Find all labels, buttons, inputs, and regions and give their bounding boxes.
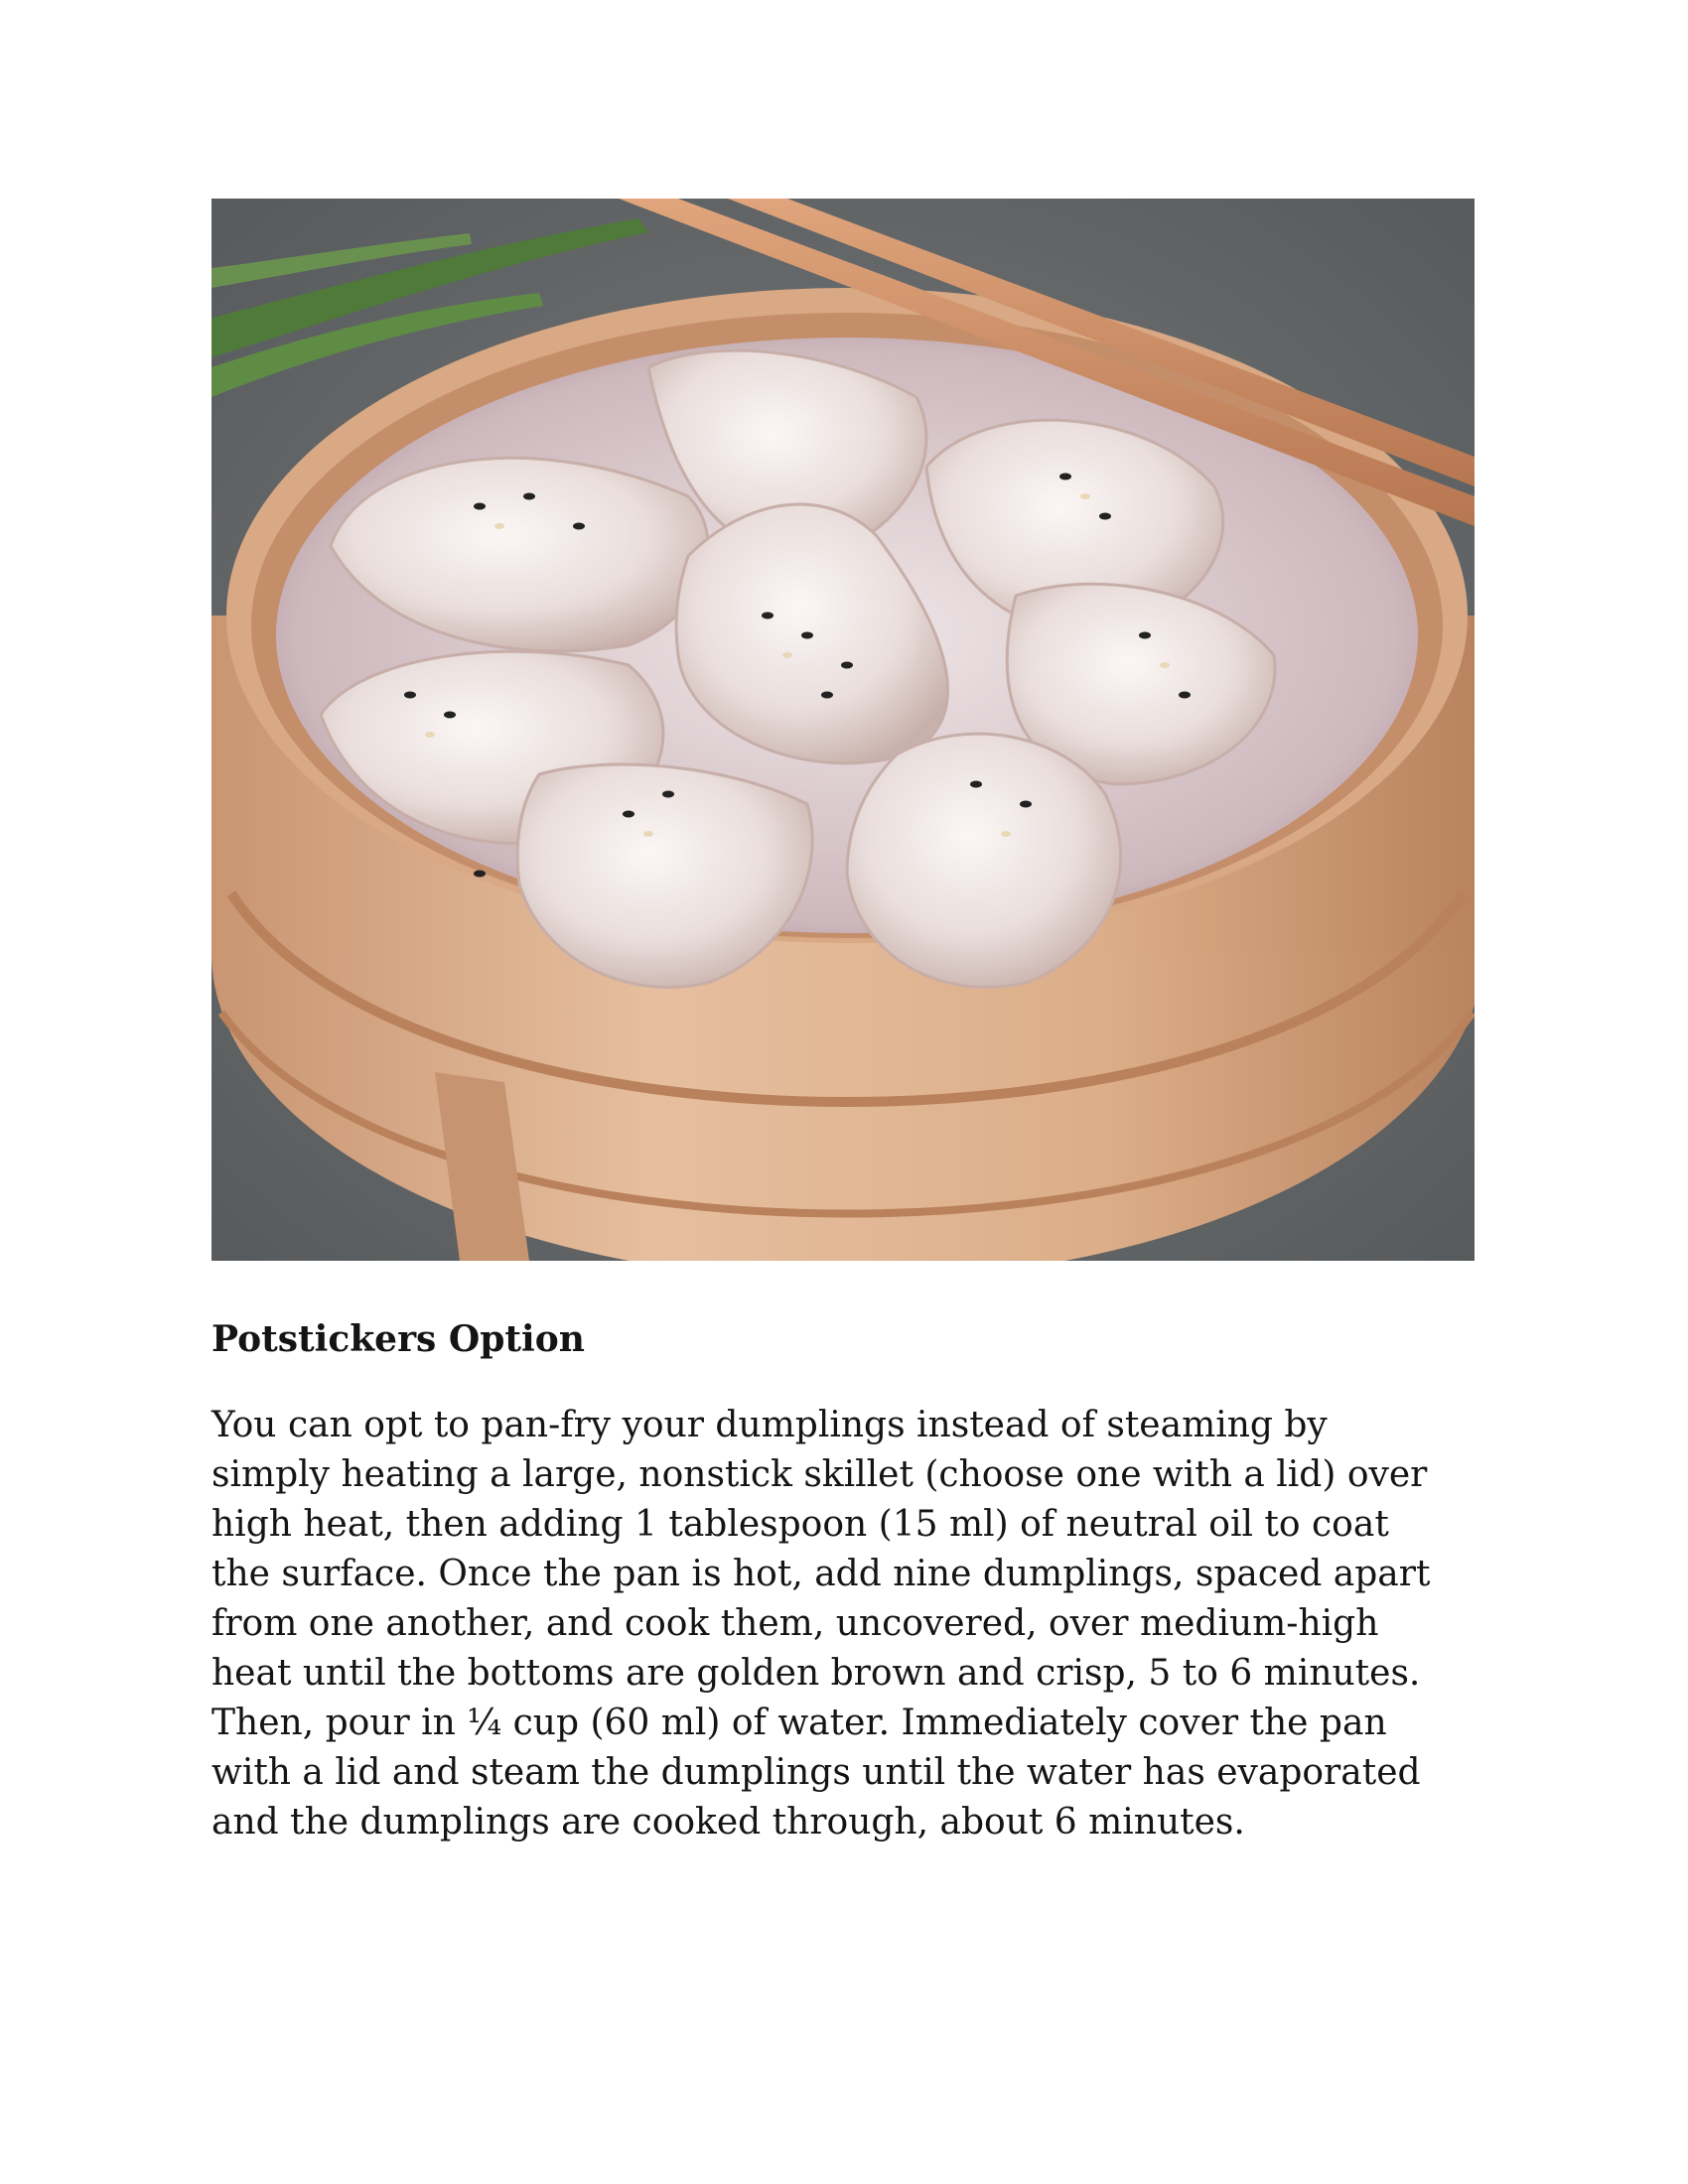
dumplings-steamer-photo — [211, 199, 1475, 1261]
body-line: high heat, then adding 1 tablespoon (15 ml) of neutral oil to coat — [211, 1504, 1389, 1545]
body-line: simply heating a large, nonstick skillet (choose one with a lid) over — [211, 1454, 1428, 1495]
body-line: You can opt to pan-fry your dumplings instead of steaming by — [211, 1405, 1328, 1445]
body-line: from one another, and cook them, uncovered, over medium-high — [211, 1603, 1379, 1644]
body-line: Then, pour in ¼ cup (60 ml) of water. Immediately cover the pan — [211, 1703, 1387, 1743]
body-line: heat until the bottoms are golden brown and crisp, 5 to 6 minutes. — [211, 1653, 1421, 1694]
section-body — [211, 1401, 1492, 1847]
body-line: the surface. Once the pan is hot, add nine dumplings, spaced apart — [211, 1554, 1431, 1594]
section-heading: Potstickers Option — [211, 1318, 585, 1360]
body-line: with a lid and steam the dumplings until the water has evaporated — [211, 1752, 1421, 1793]
body-line: and the dumplings are cooked through, about 6 minutes. — [211, 1802, 1245, 1843]
